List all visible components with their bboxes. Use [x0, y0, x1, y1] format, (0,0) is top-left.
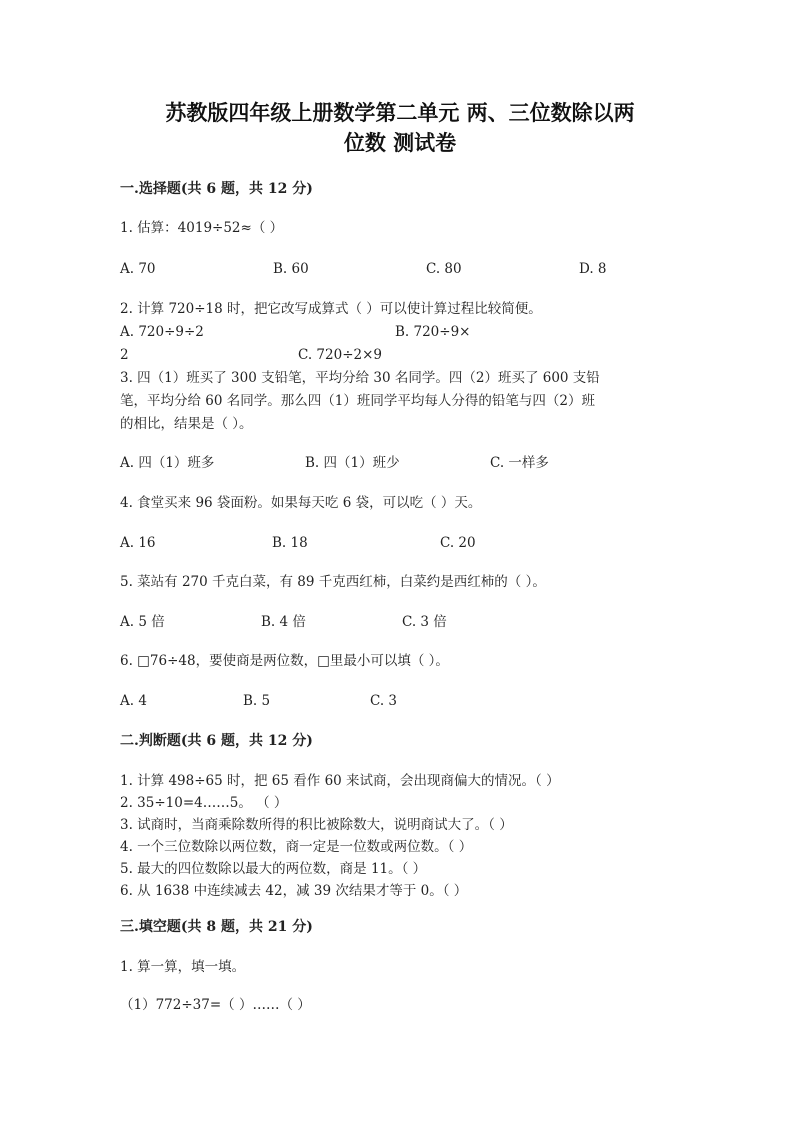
judgment-item-6: 6. 从 1638 中连续减去 42，减 39 次结果才等于 0。（ ）	[120, 883, 468, 899]
question-1-5-option-b: B. 4 倍	[261, 614, 306, 630]
question-1-1-option-d: D. 8	[579, 261, 607, 277]
question-1-6-option-b: B. 5	[243, 693, 271, 709]
judgment-item-3: 3. 试商时，当商乘除数所得的积比被除数大，说明商试大了。（ ）	[120, 817, 513, 833]
question-1-5-option-a: A. 5 倍	[120, 614, 165, 630]
question-1-3-stem-line-3: 的相比，结果是（ ）。	[120, 416, 253, 432]
question-1-6-option-c: C. 3	[370, 693, 398, 709]
section-1-heading: 一.选择题(共 6 题，共 12 分)	[120, 181, 313, 197]
fill-question-1-sub-1: （1）772÷37=（ ）……（ ）	[120, 997, 311, 1013]
question-1-1-option-c: C. 80	[426, 261, 462, 277]
fill-question-1-stem: 1. 算一算，填一填。	[120, 959, 246, 975]
question-1-4-option-a: A. 16	[120, 535, 156, 551]
judgment-item-1: 1. 计算 498÷65 时，把 65 看作 60 来试商，会出现商偏大的情况。（ ）	[120, 773, 560, 789]
question-1-1-stem: 1. 估算：4019÷52≈（ ）	[120, 220, 284, 236]
question-1-2-option-b: B. 720÷9×	[395, 324, 471, 340]
question-1-5-option-c: C. 3 倍	[402, 614, 447, 630]
page-title-line-2: 位数 测试卷	[343, 130, 457, 155]
question-1-3-option-a: A. 四（1）班多	[120, 455, 215, 471]
section-2-heading: 二.判断题(共 6 题，共 12 分)	[120, 733, 313, 749]
question-1-2-option-c: C. 720÷2×9	[298, 347, 382, 363]
question-1-6-option-a: A. 4	[120, 693, 147, 709]
page-title-line-1: 苏教版四年级上册数学第二单元 两、三位数除以两	[165, 100, 635, 125]
question-1-4-option-c: C. 20	[440, 535, 476, 551]
question-1-1-option-b: B. 60	[273, 261, 309, 277]
question-1-1-option-a: A. 70	[120, 261, 156, 277]
question-1-4-option-b: B. 18	[272, 535, 308, 551]
question-1-3-stem-line-2: 笔，平均分给 60 名同学。那么四（1）班同学平均每人分得的铅笔与四（2）班	[120, 393, 595, 409]
question-1-3-stem-line-1: 3. 四（1）班买了 300 支铅笔，平均分给 30 名同学。四（2）班买了 600 支铅	[120, 370, 600, 386]
section-3-heading: 三.填空题(共 8 题，共 21 分)	[120, 919, 313, 935]
question-1-4-stem: 4. 食堂买来 96 袋面粉。如果每天吃 6 袋，可以吃（ ）天。	[120, 495, 482, 511]
judgment-item-4: 4. 一个三位数除以两位数，商一定是一位数或两位数。（ ）	[120, 839, 473, 855]
question-1-5-stem: 5. 菜站有 270 千克白菜，有 89 千克西红柿，白菜约是西红柿的（ ）。	[120, 574, 546, 590]
judgment-item-2: 2. 35÷10=4……5。 （ ）	[120, 795, 288, 811]
question-1-2-option-b-continued: 2	[120, 347, 129, 363]
question-1-6-stem: 6. □76÷48，要使商是两位数，□里最小可以填（ ）。	[120, 653, 449, 669]
question-1-3-option-c: C. 一样多	[490, 455, 549, 471]
question-1-2-stem: 2. 计算 720÷18 时，把它改写成算式（ ）可以使计算过程比较简便。	[120, 301, 542, 317]
question-1-2-option-a: A. 720÷9÷2	[120, 324, 204, 340]
question-1-3-option-b: B. 四（1）班少	[305, 455, 400, 471]
judgment-item-5: 5. 最大的四位数除以最大的两位数，商是 11。（ ）	[120, 861, 427, 877]
